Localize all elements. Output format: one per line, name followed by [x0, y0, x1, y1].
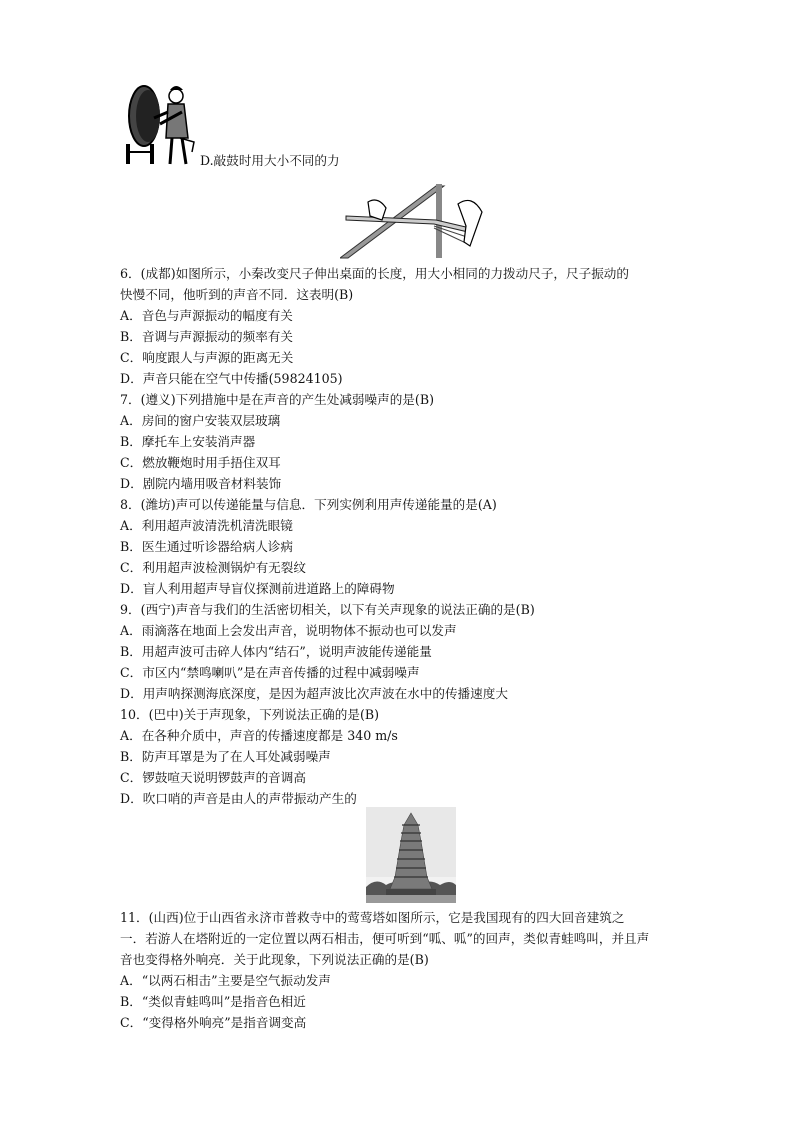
q6-stem-line1: 6．(成都)如图所示，小秦改变尺子伸出桌面的长度，用大小相同的力拨动尺子，尺子振动的 — [120, 266, 629, 281]
q6-stem-line2: 快慢不同，他听到的声音不同．这表明(B) — [120, 287, 354, 302]
q9-stem: 9．(西宁)声音与我们的生活密切相关，以下有关声现象的说法正确的是(B) — [120, 602, 535, 617]
q7-option-d: D．剧院内墙用吸音材料装饰 — [120, 476, 282, 491]
q8-option-a: A．利用超声波清洗机清洗眼镜 — [120, 518, 293, 533]
q6-option-b: B．音调与声源振动的频率有关 — [120, 329, 293, 344]
q8-option-b: B．医生通过听诊器给病人诊病 — [120, 539, 293, 554]
q7-stem: 7．(遵义)下列措施中是在声音的产生处减弱噪声的是(B) — [120, 392, 434, 407]
q10-stem: 10．(巴中)关于声现象，下列说法正确的是(B) — [120, 707, 380, 722]
q6-option-d: D．声音只能在空气中传播(59824105) — [120, 371, 343, 386]
q8-option-c: C．利用超声波检测锅炉有无裂纹 — [120, 560, 306, 575]
q11-option-c: C．“变得格外响亮”是指音调变高 — [120, 1015, 307, 1030]
q6-option-c: C．响度跟人与声源的距离无关 — [120, 350, 294, 365]
q10-option-a: A．在各种介质中，声音的传播速度都是 340 m/s — [120, 728, 398, 743]
q9-option-c: C．市区内“禁鸣喇叭”是在声音传播的过程中减弱噪声 — [120, 665, 420, 680]
q10-option-d: D．吹口哨的声音是由人的声带振动产生的 — [120, 791, 357, 806]
q10-option-b: B．防声耳罩是为了在人耳处减弱噪声 — [120, 749, 331, 764]
q11-option-a: A．“以两石相击”主要是空气振动发声 — [120, 973, 331, 988]
q7-option-b: B．摩托车上安装消声器 — [120, 434, 256, 449]
q8-stem: 8．(潍坊)声可以传递能量与信息．下列实例利用声传递能量的是(A) — [120, 497, 497, 512]
q11-stem-line1: 11．(山西)位于山西省永济市普救寺中的莺莺塔如图所示，它是我国现有的四大回音建筑之 — [120, 910, 625, 925]
option-d-drum: D.敲鼓时用大小不同的力 — [200, 153, 340, 168]
q7-option-c: C．燃放鞭炮时用手捂住双耳 — [120, 455, 281, 470]
q11-stem-line2: 一．若游人在塔附近的一定位置以两石相击，便可听到“呱、呱”的回声，类似青蛙鸣叫，并且声 — [120, 931, 650, 946]
q6-option-a: A．音色与声源振动的幅度有关 — [120, 308, 293, 323]
q7-option-a: A．房间的窗户安装双层玻璃 — [120, 413, 281, 428]
q9-option-d: D．用声呐探测海底深度，是因为超声波比次声波在水中的传播速度大 — [120, 686, 508, 701]
pagoda-photo — [366, 807, 456, 903]
ruler-figure — [340, 182, 490, 260]
q10-option-c: C．锣鼓喧天说明锣鼓声的音调高 — [120, 770, 306, 785]
q9-option-a: A．雨滴落在地面上会发出声音，说明物体不振动也可以发声 — [120, 623, 457, 638]
drum-figure — [120, 82, 200, 166]
q8-option-d: D．盲人利用超声导盲仪探测前进道路上的障碍物 — [120, 581, 395, 596]
q9-option-b: B．用超声波可击碎人体内“结石”，说明声波能传递能量 — [120, 644, 432, 659]
q11-option-b: B．“类似青蛙鸣叫”是指音色相近 — [120, 994, 306, 1009]
q11-stem-line3: 音也变得格外响亮．关于此现象，下列说法正确的是(B) — [120, 952, 429, 967]
